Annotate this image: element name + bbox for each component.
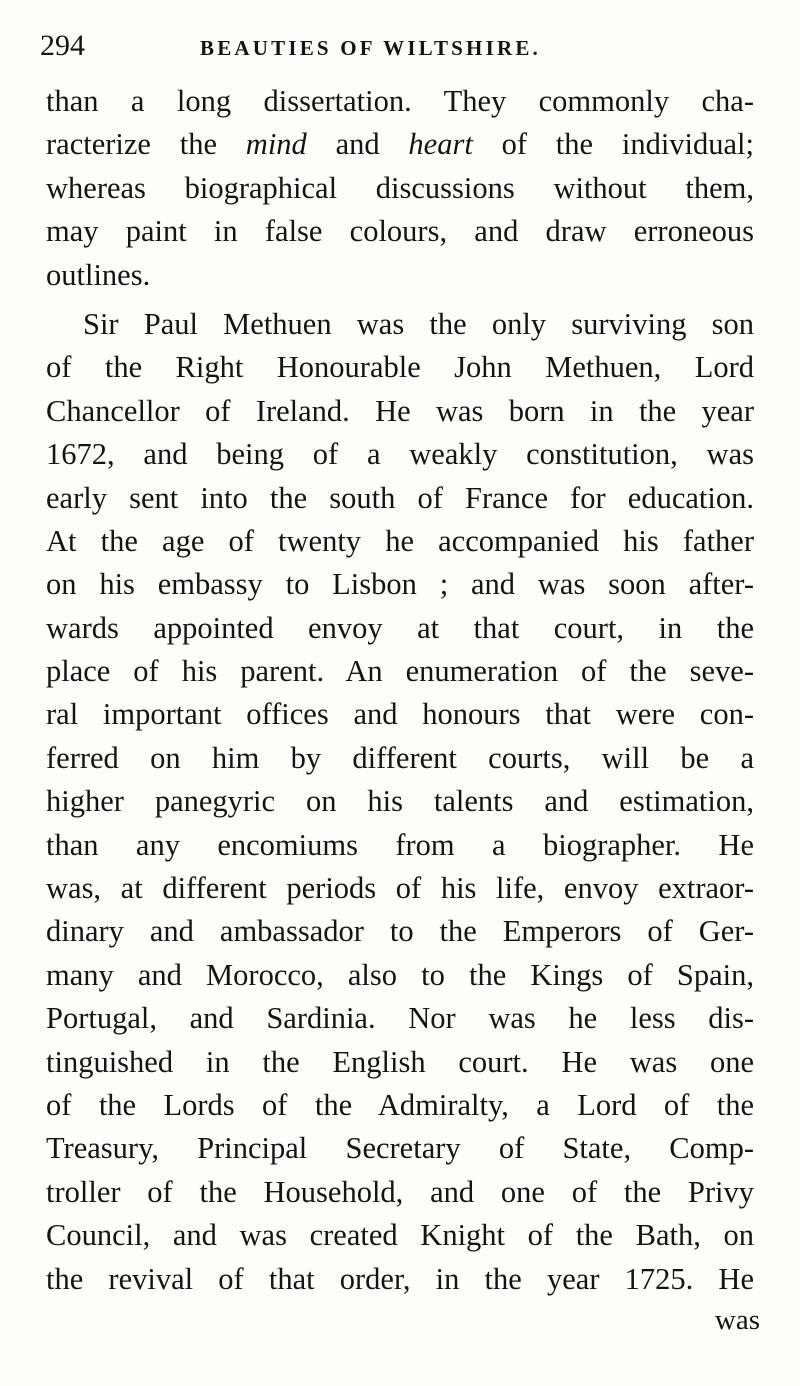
text-line: higher panegyric on his talents and estimation, xyxy=(46,784,754,819)
page-number: 294 xyxy=(40,29,85,62)
text-line xyxy=(46,123,754,166)
text-line: on his embassy to Lisbon ; and was soon after- xyxy=(46,567,754,602)
text-line: whereas biographical discussions without them, xyxy=(46,170,754,205)
text-line: of the Lords of the Admiralty, a Lord of the xyxy=(46,1087,754,1122)
text-line: 1672, and being of a weakly constitution, was xyxy=(46,437,754,472)
text-line: At the age of twenty he accompanied his father xyxy=(46,523,754,558)
text-line: place of his parent. An enumeration of the seve- xyxy=(46,654,754,689)
italic-word-mind: mind xyxy=(245,127,307,162)
text-line: Sir Paul Methuen was the only surviving son xyxy=(83,306,754,341)
paragraph-methuen xyxy=(46,303,754,1301)
text-line: may paint in false colours, and draw erroneous xyxy=(46,214,754,249)
text-line: Chancellor of Ireland. He was born in the year xyxy=(46,393,754,428)
text-line: ferred on him by different courts, will be a xyxy=(46,740,754,775)
text-line: Treasury, Principal Secretary of State, Comp- xyxy=(46,1131,754,1166)
running-title: BEAUTIES OF WILTSHIRE. xyxy=(200,36,541,60)
text-line: than any encomiums from a biographer. He xyxy=(46,827,754,862)
text-line: wards appointed envoy at that court, in the xyxy=(46,610,754,645)
text-line: than a long dissertation. They commonly cha- xyxy=(46,84,754,118)
text-line: outlines. xyxy=(46,257,151,292)
text-line: early sent into the south of France for education. xyxy=(46,480,754,515)
text-line: of the Right Honourable John Methuen, Lord xyxy=(46,350,754,385)
text-line: Portugal, and Sardinia. Nor was he less dis- xyxy=(46,1001,754,1036)
italic-word-heart: heart xyxy=(408,127,473,162)
text-run: of the individual; xyxy=(472,127,754,162)
text-line: many and Morocco, also to the Kings of Spain, xyxy=(46,957,754,992)
text-line: the revival of that order, in the year 1725. He xyxy=(46,1261,754,1296)
text-line: tinguished in the English court. He was one xyxy=(46,1044,754,1079)
text-line: troller of the Household, and one of the Privy xyxy=(46,1174,754,1209)
text-line: ral important offices and honours that were con- xyxy=(46,697,754,732)
catchword: was xyxy=(714,1304,760,1336)
text-line: dinary and ambassador to the Emperors of Ger- xyxy=(46,914,754,949)
body-text xyxy=(46,80,754,1301)
text-line: was, at different periods of his life, envoy extraor- xyxy=(46,871,754,906)
text-line: Council, and was created Knight of the Bath, on xyxy=(46,1218,754,1253)
text-run: racterize the xyxy=(46,127,246,162)
page-header xyxy=(40,26,760,66)
text-run: and xyxy=(306,127,409,162)
paragraph-continued xyxy=(46,80,754,297)
